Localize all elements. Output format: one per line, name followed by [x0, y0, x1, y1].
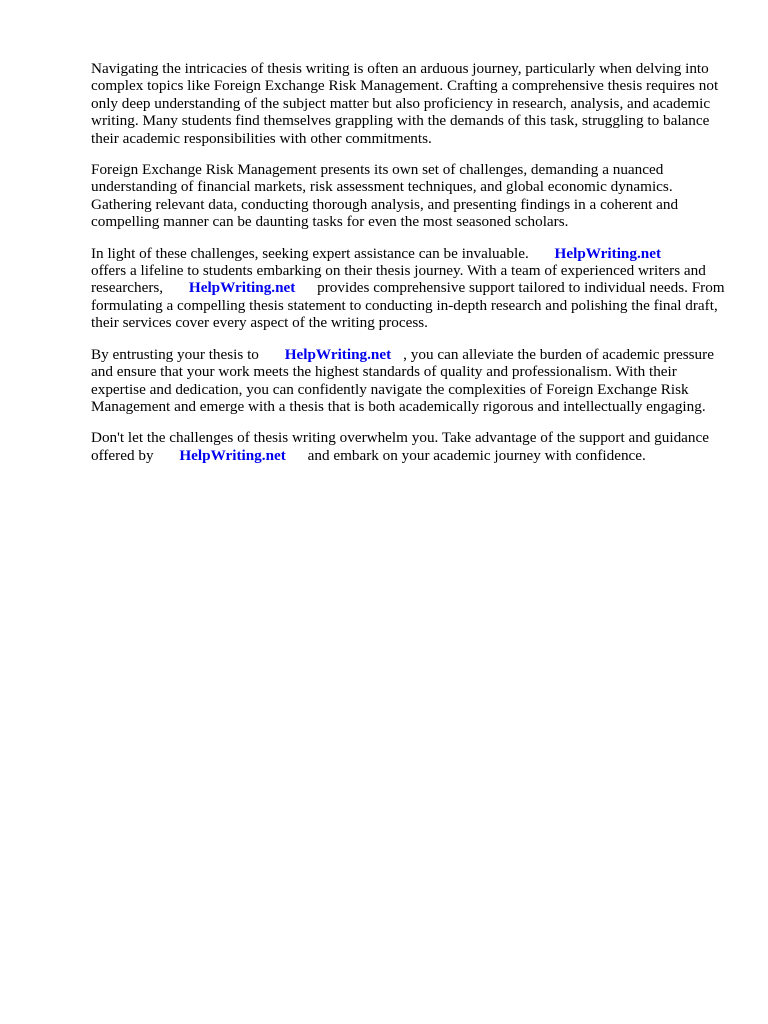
paragraph-assistance-text-3: provides comprehensive support tailored to individual needs. From formulating a compelling thesis statement to conducting in-depth research and polishing the final draft, their services cover every aspect of the writing process.: [91, 279, 725, 332]
paragraph-challenges: [91, 161, 731, 231]
paragraph-challenges-text: Foreign Exchange Risk Management presents its own set of challenges, demanding a nuanced understanding of financial markets, risk assessment techniques, and global economic dynamics. Gathering relevant data, conducting thorough analysis, and presenting findings in a coherent and compelling manner can be daunting tasks for even the most seasoned scholars.: [91, 161, 679, 231]
paragraph-closing-text-1: Don't let the challenges of thesis writing overwhelm you. Take advantage of the support and guidance offered by: [91, 429, 709, 464]
paragraph-intro: [91, 60, 731, 147]
helpwriting-link-2[interactable]: HelpWriting.net: [188, 279, 296, 297]
paragraph-closing-text-2: and embark on your academic journey with confidence.: [307, 446, 646, 464]
document-body: [91, 60, 731, 478]
paragraph-entrusting: [91, 346, 731, 416]
helpwriting-link-4[interactable]: HelpWriting.net: [179, 446, 286, 464]
paragraph-entrusting-text-2: , you can alleviate the burden of academic pressure and ensure that your work meets the highest standards of quality and professionalism. With their expertise and dedication, you can confidently navigate the complexities of Foreign Exchange Risk Management and emerge with a thesis that is both academically rigorous and intellectually engaging.: [91, 345, 714, 415]
paragraph-intro-text: Navigating the intricacies of thesis writing is often an arduous journey, particularly when delving into complex topics like Foreign Exchange Risk Management. Crafting a comprehensive thesis requires not only deep understanding of the subject matter but also proficiency in research, analysis, and academic writing. Many students find themselves grappling with the demands of this task, struggling to balance their academic responsibilities with other commitments.: [91, 60, 719, 147]
helpwriting-link-1[interactable]: HelpWriting.net: [554, 244, 662, 262]
paragraph-assistance-text-2: offers a lifeline to students embarking on their thesis journey. With a team of experienced writers and researchers,: [91, 262, 706, 297]
paragraph-assistance: [91, 245, 731, 332]
paragraph-entrusting-text-1: By entrusting your thesis to: [91, 345, 259, 363]
helpwriting-link-3[interactable]: HelpWriting.net: [284, 345, 392, 363]
paragraph-closing: [91, 429, 731, 464]
paragraph-assistance-text-1: In light of these challenges, seeking expert assistance can be invaluable.: [91, 244, 529, 262]
